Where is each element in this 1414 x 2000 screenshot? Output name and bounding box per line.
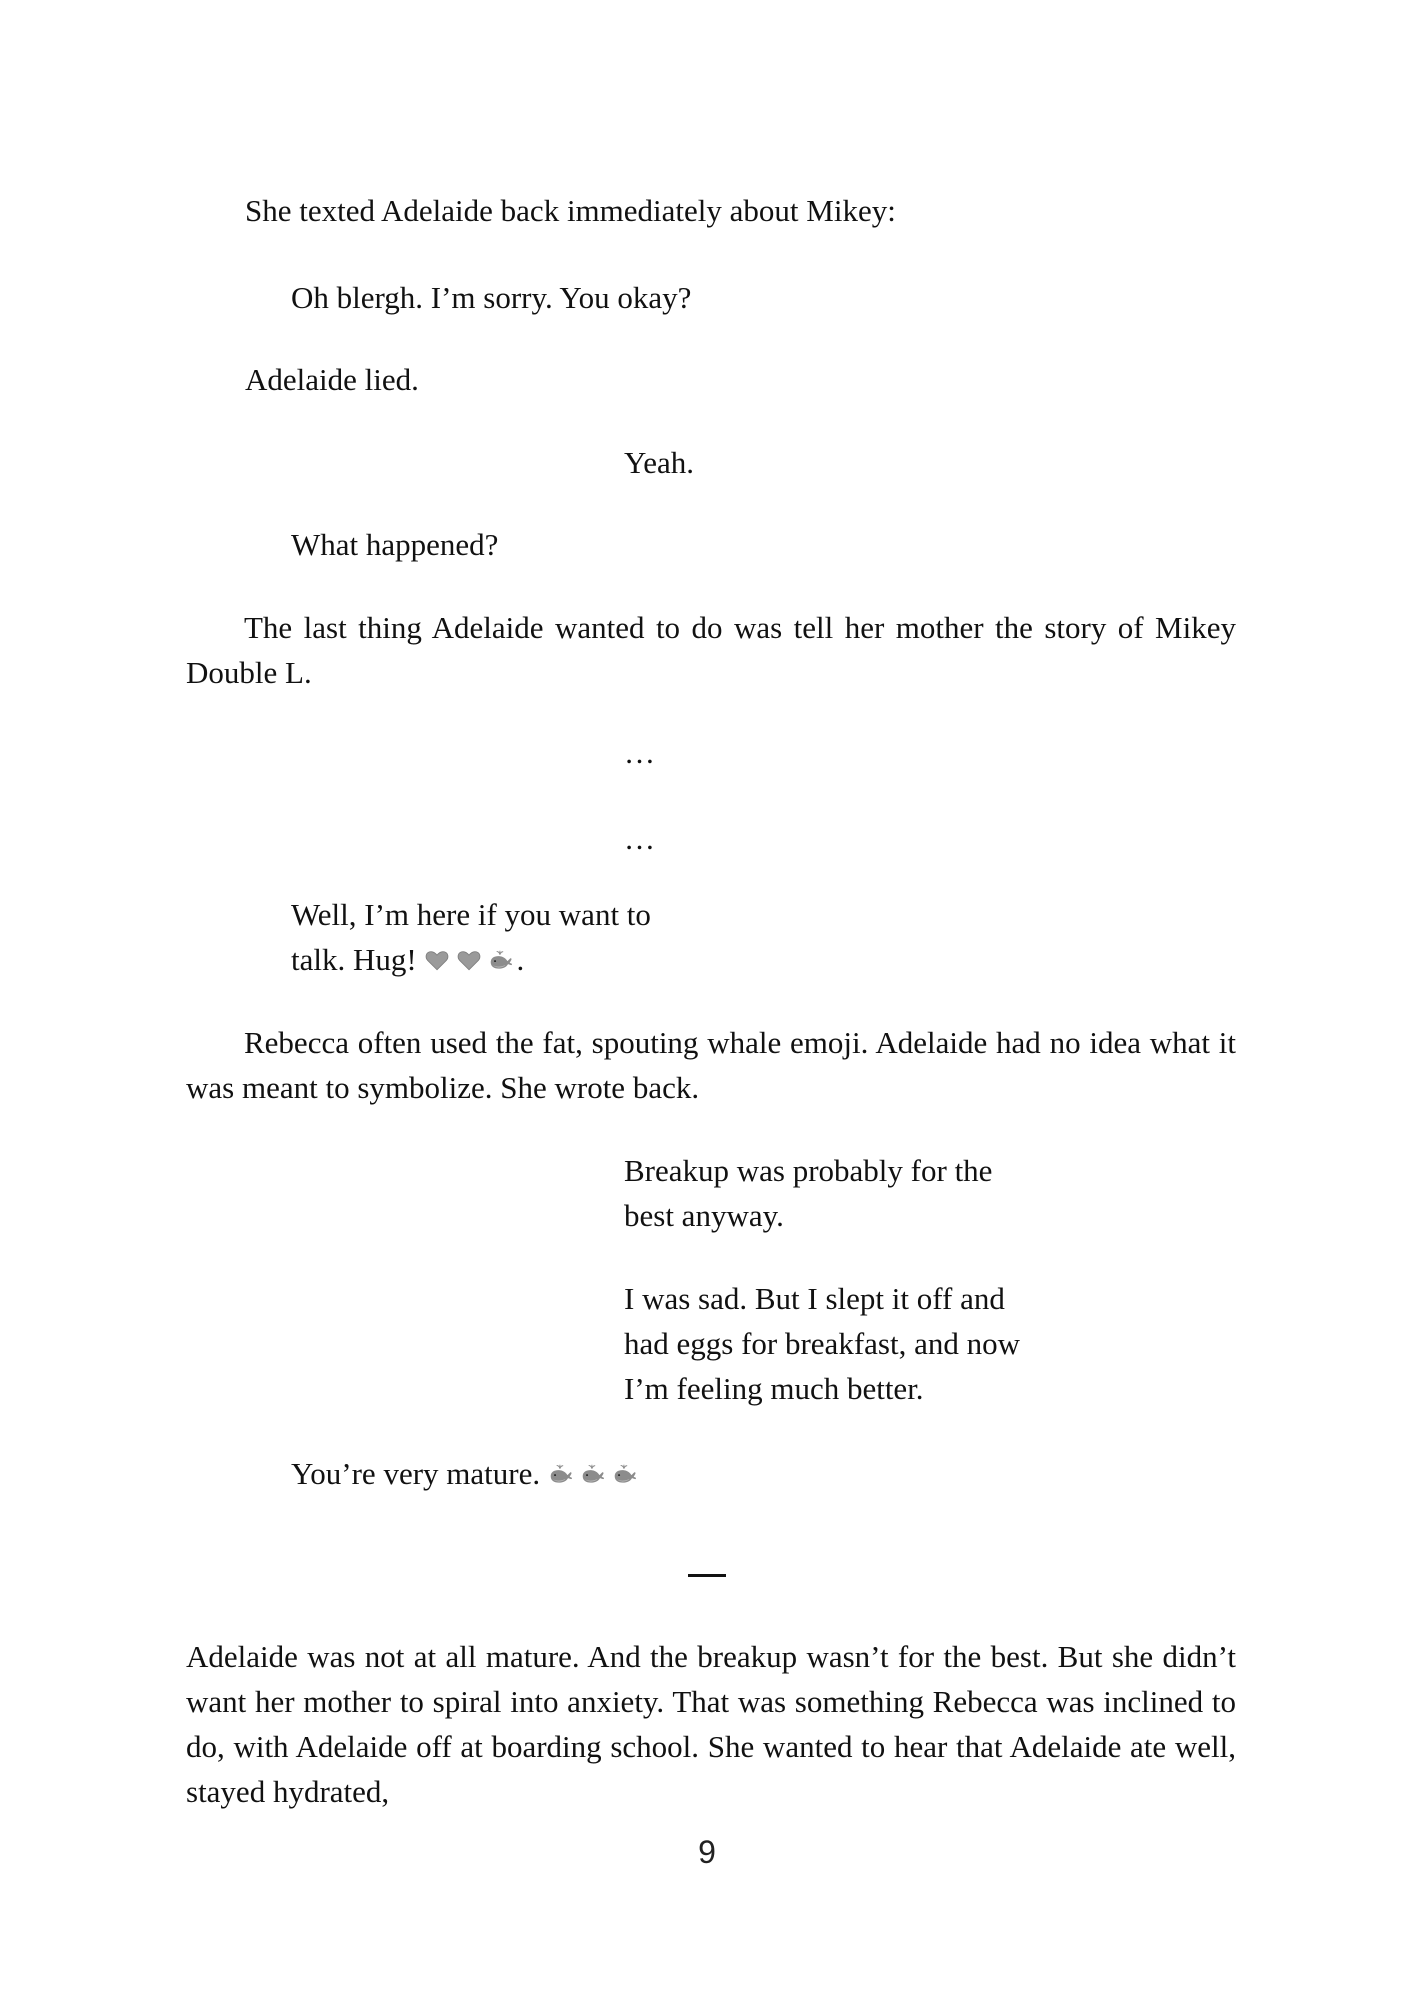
incoming-message-blergh: Oh blergh. I’m sorry. You okay?: [291, 280, 692, 315]
page-number: 9: [698, 1834, 716, 1870]
message-line: I was sad. But I slept it off and: [624, 1281, 1005, 1316]
message-line: best anyway.: [624, 1198, 784, 1233]
spouting-whale-icon: [612, 1461, 638, 1487]
section-break-dash: [688, 1574, 726, 1577]
message-line: Well, I’m here if you want to: [291, 897, 651, 932]
outgoing-message-sad: [624, 1276, 1020, 1411]
message-line: I’m feeling much better.: [624, 1371, 924, 1406]
message-text: talk. Hug!: [291, 942, 417, 977]
message-line: [291, 937, 651, 982]
paragraph-whale-emoji: Rebecca often used the fat, spouting whale emoji. Adelaide had no idea what it was meant to symbolize. She wrote back.: [186, 1025, 1236, 1105]
message-line: Breakup was probably for the: [624, 1153, 993, 1188]
message-line: had eggs for breakfast, and now: [624, 1326, 1020, 1361]
paragraph-last-thing: The last thing Adelaide wanted to do was tell her mother the story of Mikey Double L.: [186, 610, 1236, 690]
paragraph-texted-back: She texted Adelaide back immediately about Mikey:: [245, 193, 896, 228]
paragraph-not-mature: Adelaide was not at all mature. And the breakup wasn’t for the best. But she didn’t want her mother to spiral into anxiety. That was something Rebecca was inclined to do, with Adelaide off at boarding school. She wanted to hear that Adelaide ate well, stayed hydrated,: [186, 1639, 1236, 1809]
incoming-message-what-happened: What happened?: [291, 527, 499, 562]
incoming-message-mature: [291, 1451, 644, 1496]
paragraph-adelaide-lied: Adelaide lied.: [245, 362, 419, 397]
message-text: You’re very mature.: [291, 1456, 541, 1491]
message-tail: .: [516, 942, 525, 977]
grey-heart-icon: [424, 947, 450, 973]
spouting-whale-icon: [580, 1461, 606, 1487]
spouting-whale-icon: [548, 1461, 574, 1487]
grey-heart-icon: [456, 947, 482, 973]
outgoing-message-ellipsis-1: …: [624, 735, 657, 770]
outgoing-message-breakup: [624, 1148, 992, 1238]
outgoing-message-yeah: Yeah.: [624, 445, 695, 480]
outgoing-message-ellipsis-2: …: [624, 821, 657, 856]
spouting-whale-icon: [488, 947, 514, 973]
incoming-message-hug: [291, 892, 651, 982]
